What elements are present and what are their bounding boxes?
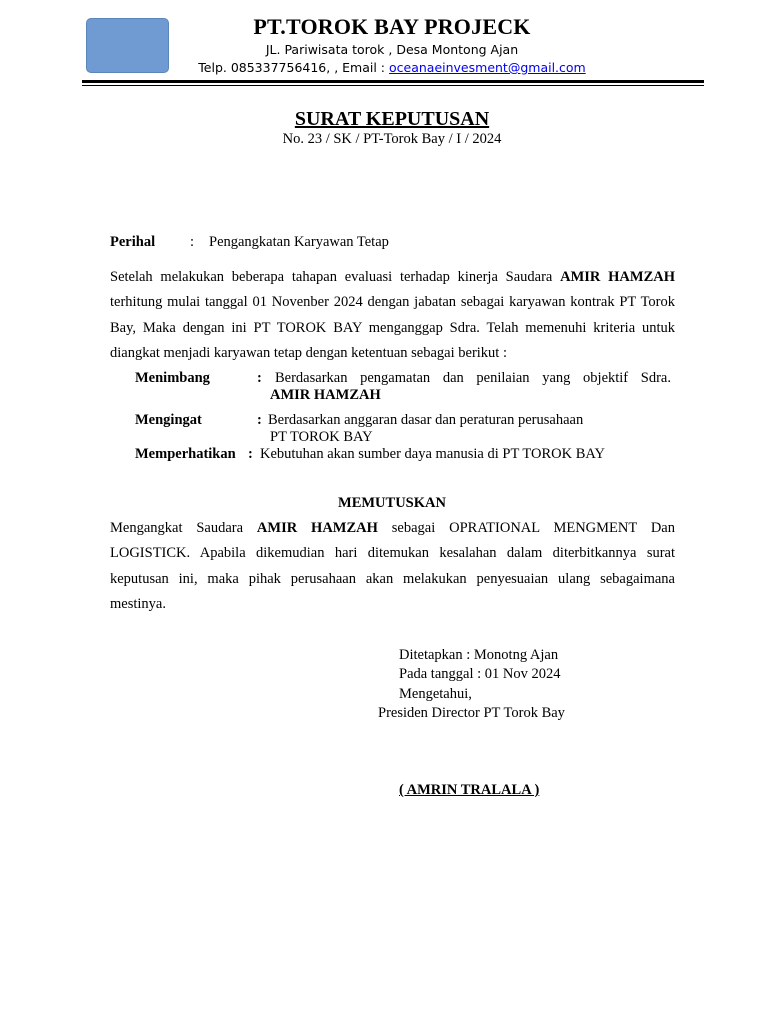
employee-name: AMIR HAMZAH (560, 269, 675, 285)
perihal-colon: : (190, 234, 195, 250)
company-contact (150, 60, 634, 75)
header-divider-thick (82, 80, 704, 83)
memperhatikan-label: Memperhatikan (135, 446, 236, 462)
signature-tanggal: Pada tanggal : 01 Nov 2024 (399, 666, 561, 682)
decision-heading: MEMUTUSKAN (338, 495, 446, 511)
company-name: PT.TOROK BAY PROJECK (253, 14, 531, 39)
decision-employee-name: AMIR HAMZAH (256, 520, 378, 536)
contact-phone: Telp. 085337756416, , Email : (198, 60, 389, 75)
company-address: JL. Pariwisata torok , Desa Montong Ajan (265, 42, 519, 57)
header-divider-thin (82, 85, 704, 86)
menimbang-colon: : (257, 370, 262, 386)
menimbang-label: Menimbang (135, 370, 210, 386)
document-title: SURAT KEPUTUSAN (294, 108, 490, 130)
signature-position: Presiden Director PT Torok Bay (378, 705, 565, 721)
mengingat-label: Mengingat (135, 412, 202, 428)
signature-ditetapkan: Ditetapkan : Monotng Ajan (399, 647, 559, 663)
decision-paragraph: Mengangkat Saudara AMIR HAMZAH sebagai OPRATIONAL MENGMENT Dan LOGISTICK. Apabila dikemudian hari ditemukan kesalahan dalam diterbitkannya surat keputusan ini, maka pihak perusahaan akan melakukan penyesuaian ulang sebagaimana mestinya. (110, 520, 675, 612)
mengingat-colon: : (257, 412, 262, 428)
contact-email-link[interactable]: oceanaeinvesment@gmail.com (389, 60, 586, 75)
perihal-label: Perihal (110, 234, 156, 250)
menimbang-text: Berdasarkan pengamatan dan penilaian yang objektif Sdra. (275, 370, 671, 386)
menimbang-name: AMIR HAMZAH (270, 387, 381, 403)
opening-paragraph: Setelah melakukan beberapa tahapan evaluasi terhadap kinerja Saudara AMIR HAMZAH terhitung mulai tanggal 01 Novenber 2024 dengan jabatan sebagai karyawan kontrak PT Torok Bay, Maka dengan ini PT TOROK BAY menganggap Sdra. Telah memenuhi kriteria untuk diangkat menjadi karyawan tetap dengan ketentuan sebagai berikut : (110, 269, 675, 361)
mengingat-text: Berdasarkan anggaran dasar dan peraturan perusahaan (268, 412, 584, 428)
document-number: No. 23 / SK / PT-Torok Bay / I / 2024 (282, 131, 502, 147)
memperhatikan-text: Kebutuhan akan sumber daya manusia di PT TOROK BAY (260, 446, 606, 462)
signatory-name: ( AMRIN TRALALA ) (399, 782, 540, 798)
signature-mengetahui: Mengetahui, (399, 686, 472, 702)
perihal-value: Pengangkatan Karyawan Tetap (209, 234, 389, 250)
memperhatikan-colon: : (248, 446, 253, 462)
mengingat-text-2: PT TOROK BAY (270, 429, 373, 445)
